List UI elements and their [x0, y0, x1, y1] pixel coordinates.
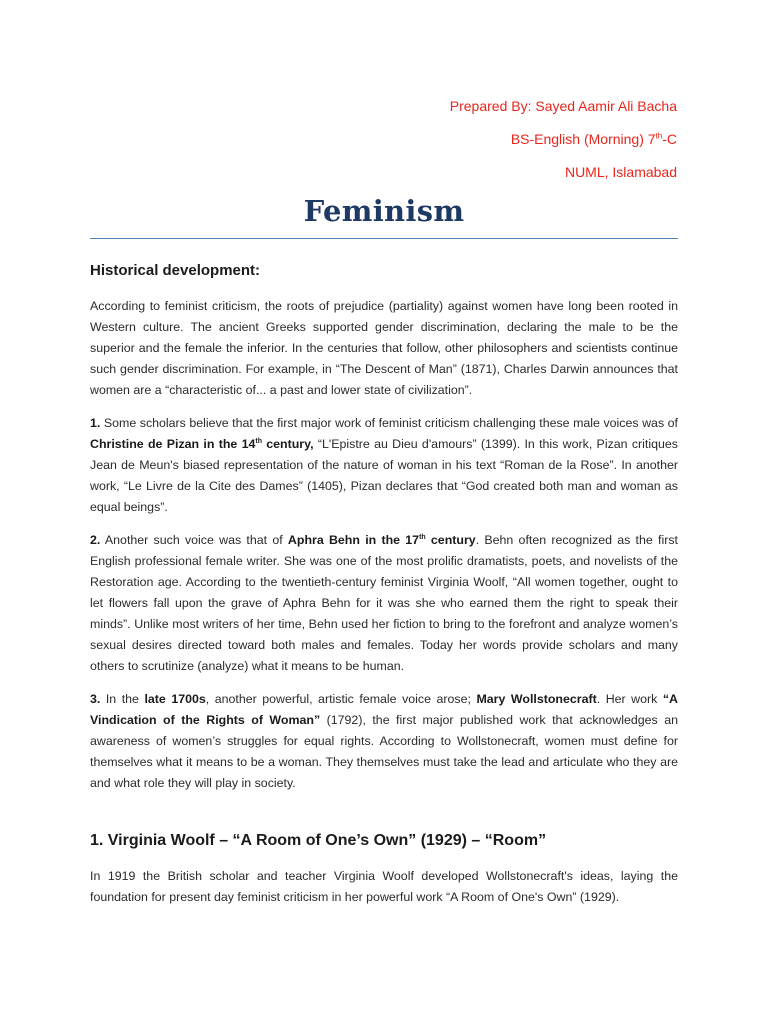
- paragraph-text: Another such voice was that of: [100, 533, 288, 547]
- paragraph-behn: [90, 530, 678, 677]
- paragraph-text: “L'Epistre au Dieu d'amours” (1399). In this work, Pizan critiques Jean de Meun's biased representation of the nature of woman in his text “Roman de la Rose”. In another work, “Le Livre de la Cite des Dames” (1405), Pizan declares that “God created both man and woman as equal beings”.: [90, 437, 678, 514]
- program-ordinal: th: [655, 131, 663, 141]
- paragraph-text: , another powerful, artistic female voice arose;: [205, 692, 477, 706]
- paragraph-woolf: In 1919 the British scholar and teacher Virginia Woolf developed Wollstonecraft's ideas, laying the foundation for present day feminist criticism in her powerful work “A Room of One's Own” (1929).: [90, 869, 678, 904]
- section-heading-historical: Historical development:: [90, 262, 261, 279]
- ordinal-sup: th: [255, 437, 262, 445]
- author-line: Prepared By: Sayed Aamir Ali Bacha: [449, 98, 677, 114]
- paragraph-text: . Her work: [596, 692, 663, 706]
- paragraph-intro: According to feminist criticism, the roots of prejudice (partiality) against women have long been rooted in Western culture. The ancient Greeks supported gender discrimination, declaring the male to be the superior and the female the inferior. In the centuries that follow, other philosophers and scientists continue such gender discrimination. For example, in “The Descent of Man” (1871), Charles Darwin announces that women are a “characteristic of... a past and lower state of civilization”.: [90, 299, 678, 397]
- bold-text: late 1700s: [144, 692, 206, 706]
- paragraph-text: In the: [100, 692, 145, 706]
- paragraph-text: Some scholars believe that the first major work of feminist criticism challenging these male voices was of: [100, 416, 678, 430]
- ordinal-sup: th: [419, 533, 426, 541]
- bold-text: Christine de Pizan in the 14: [90, 437, 256, 451]
- paragraph-pizan: [90, 413, 678, 518]
- author-header: [450, 90, 677, 189]
- bold-text: century: [425, 533, 476, 547]
- program-text: BS-English (Morning) 7: [510, 131, 656, 147]
- document-body: [90, 258, 678, 920]
- bold-text: Aphra Behn in the 17: [287, 533, 420, 547]
- bold-text: Mary Wollstonecraft: [476, 692, 597, 706]
- paragraph-text: . Behn often recognized as the first English professional female writer. She was one of the most prolific dramatists, poets, and novelists of the Restoration age. According to the twentieth-century feminist Virginia Woolf, “All women together, ought to let flowers fall upon the grave of Aphra Behn for it was she who earned them the right to speak their minds”. Unlike most writers of her time, Behn used her fiction to bring to the forefront and analyze women’s sexual desires directed toward both males and females. Today her words provide scholars and many others to scrutinize (analyze) what it means to be human.: [90, 533, 678, 673]
- paragraph-text: (1792), the first major published work that acknowledges an awareness of women’s struggles for equal rights. According to Wollstonecraft, women must define for themselves what it means to be a woman. They themselves must take the lead and articulate who they are and what role they will play in society.: [90, 713, 679, 790]
- bold-text: century,: [261, 437, 314, 451]
- paragraph-number: 1.: [90, 416, 101, 430]
- program-section: -C: [662, 131, 677, 147]
- bold-phrase: [288, 533, 476, 547]
- paragraph-number: 3.: [90, 692, 101, 706]
- section-heading-woolf: 1. Virginia Woolf – “A Room of One’s Own” (1929) – “Room”: [90, 832, 547, 849]
- institution-line: NUML, Islamabad: [564, 164, 677, 180]
- bold-text: “A Vindication of the Rights of Woman”: [90, 692, 678, 727]
- document-title: Feminism: [303, 194, 465, 228]
- bold-phrase: [90, 437, 314, 451]
- paragraph-number: 2.: [90, 533, 101, 547]
- title-underline: [90, 238, 678, 239]
- paragraph-wollstonecraft: [90, 689, 678, 794]
- program-line: [450, 123, 677, 156]
